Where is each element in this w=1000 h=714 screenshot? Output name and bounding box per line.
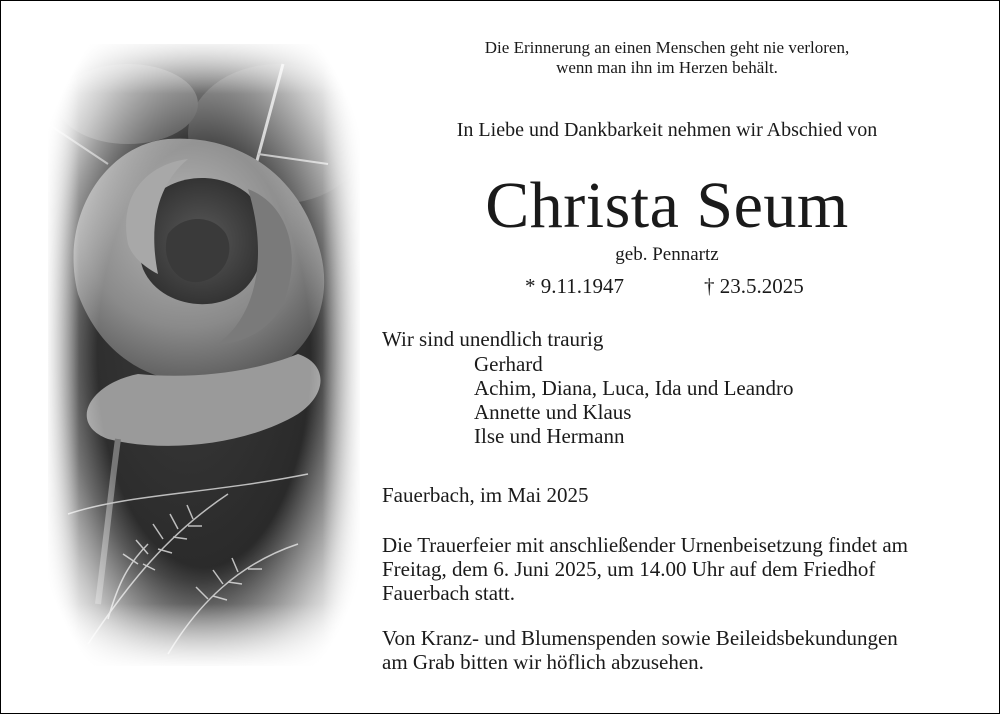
mourner-name: Ilse und Hermann bbox=[474, 424, 625, 448]
mourner-name: Gerhard bbox=[474, 352, 543, 376]
birth-name: geb. Pennartz bbox=[615, 244, 719, 265]
service-line-1: Die Trauerfeier mit anschließender Urnenbeisetzung findet am bbox=[382, 533, 908, 557]
rose-photo bbox=[48, 44, 360, 666]
mourners-intro: Wir sind unendlich traurig bbox=[382, 327, 604, 351]
deceased-name: Christa Seum bbox=[485, 169, 849, 242]
death-date: † 23.5.2025 bbox=[704, 274, 804, 298]
quote-line-1: Die Erinnerung an einen Menschen geht nie verloren, bbox=[484, 38, 850, 57]
mourners-list bbox=[474, 352, 794, 448]
mourner-name: Achim, Diana, Luca, Ida und Leandro bbox=[474, 376, 794, 400]
funeral-service-notice bbox=[382, 533, 982, 605]
farewell-intro: In Liebe und Dankbarkeit nehmen wir Abschied von bbox=[456, 119, 878, 141]
place-date: Fauerbach, im Mai 2025 bbox=[382, 483, 589, 507]
memorial-quote bbox=[380, 38, 954, 78]
rose-image bbox=[48, 44, 360, 666]
service-line-3: Fauerbach statt. bbox=[382, 581, 515, 605]
flowers-note bbox=[382, 626, 982, 674]
birth-date: * 9.11.1947 bbox=[525, 274, 624, 298]
service-line-2: Freitag, dem 6. Juni 2025, um 14.00 Uhr auf dem Friedhof bbox=[382, 557, 876, 581]
quote-line-2: wenn man ihn im Herzen behält. bbox=[556, 58, 778, 77]
mourner-name: Annette und Klaus bbox=[474, 400, 632, 424]
flowers-line-1: Von Kranz- und Blumenspenden sowie Beileidsbekundungen bbox=[382, 626, 898, 650]
flowers-line-2: am Grab bitten wir höflich abzusehen. bbox=[382, 650, 704, 674]
